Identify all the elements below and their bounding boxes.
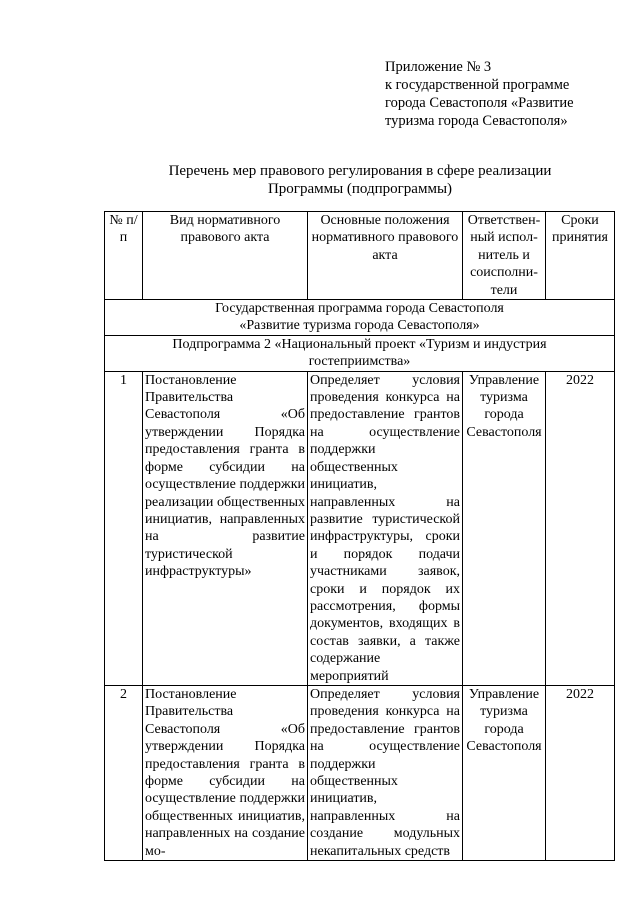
table-row (105, 371, 615, 685)
row-deadline: 2022 (546, 371, 615, 685)
row-provisions: Определяет условия проведения конкурса на предоставление грантов на осуществление поддержки общественных инициатив, направленных на создание модульных некапитальных средств (308, 685, 463, 860)
row-num: 1 (105, 371, 143, 685)
document-title (100, 162, 620, 198)
header-deadline: Сроки принятия (546, 212, 615, 300)
subprogram-line: Подпрограмма 2 «Национальный проект «Туризм и индустрия (172, 336, 547, 352)
title-line: Перечень мер правового регулирования в сфере реализации (168, 163, 552, 179)
appendix-line: туризма города Севастополя» (385, 113, 568, 129)
appendix-line: Приложение № 3 (385, 59, 492, 75)
row-act-type: Постановление Правительства Севастополя «Об утверждении Порядка предоставления гранта в форме субсидии на осуществление поддержки реализации общественных инициатив, направленных на развитие туристической инфраструктуры» (143, 371, 308, 685)
row-deadline: 2022 (546, 685, 615, 860)
table-header-row (105, 212, 615, 300)
row-responsible: Управление туризма города Севастополя (463, 685, 546, 860)
header-responsible: Ответствен-ный испол-нитель и соисполни-тели (463, 212, 546, 300)
program-row (105, 300, 615, 336)
header-num: № п/п (105, 212, 143, 300)
appendix-line: города Севастополя «Развитие (385, 95, 574, 111)
title-line: Программы (подпрограммы) (267, 181, 453, 197)
appendix-block (385, 58, 574, 130)
regulation-table (104, 211, 615, 861)
header-provisions: Основные положения нормативного правового акта (308, 212, 463, 300)
subprogram-line: гостеприимства» (308, 354, 411, 370)
row-num: 2 (105, 685, 143, 860)
row-provisions: Определяет условия проведения конкурса на предоставление грантов на осуществление поддержки общественных инициатив, направленных на развитие туристической инфраструктуры, сроки и порядок подачи участниками заявок, сроки и порядок их рассмотрения, формы документов, входящих в состав заявки, а также содержание мероприятий (308, 371, 463, 685)
program-line: Государственная программа города Севастополя (215, 301, 504, 317)
header-act-type: Вид нормативного правового акта (143, 212, 308, 300)
row-act-type: Постановление Правительства Севастополя «Об утверждении Порядка предоставления гранта в форме субсидии на осуществление поддержки общественных инициатив, направленных на создание мо- (143, 685, 308, 860)
program-line: «Развитие туризма города Севастополя» (239, 318, 480, 334)
table-row (105, 685, 615, 860)
row-responsible: Управление туризма города Севастополя (463, 371, 546, 685)
subprogram-row (105, 335, 615, 371)
appendix-line: к государственной программе (385, 77, 570, 93)
